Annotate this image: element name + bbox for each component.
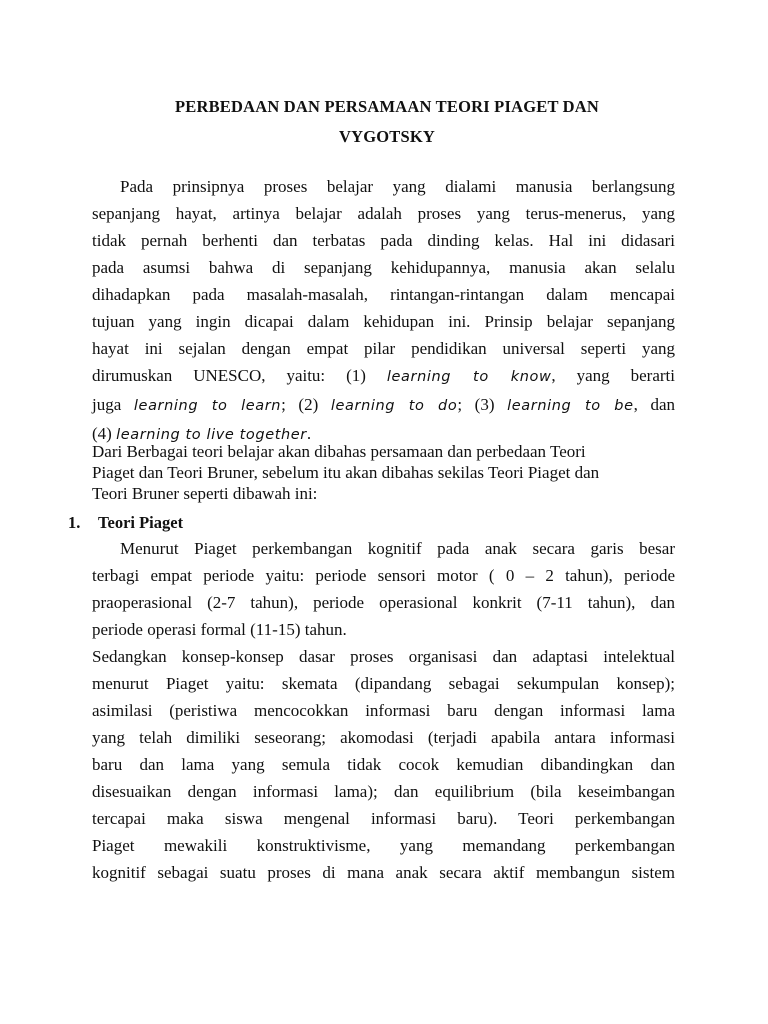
intro-line: Pada prinsipnya proses belajar yang dialami manusia berlangsung [120,177,675,196]
bridge-paragraph [92,441,675,504]
section-number: 1. [68,513,81,532]
section-heading [68,512,183,534]
intro-line [92,391,675,420]
intro-text: ; (3) [457,395,495,414]
bridge-line: Piaget dan Teori Bruner, sebelum itu akan dibahas sekilas Teori Piaget dan [92,463,600,482]
body-line: menurut Piaget yaitu: skemata (dipandang sebagai sekumpulan konsep); [92,674,675,693]
intro-line: hayat ini sejalan dengan empat pilar pendidikan universal seperti yang [92,339,675,358]
emphasis-learning-to-learn: learning to learn [133,398,282,414]
body-line: disesuaikan dengan informasi lama); dan equilibrium (bila keseimbangan [92,782,675,801]
intro-text: juga [92,395,122,414]
piaget-paragraph-1 [92,535,675,643]
intro-line: tujuan yang ingin dicapai dalam kehidupan ini. Prinsip belajar sepanjang [92,312,675,331]
intro-text: , yang berarti [551,366,675,385]
intro-text: dirumuskan UNESCO, yaitu: (1) [92,366,366,385]
emphasis-learning-to-do: learning to do [330,398,458,414]
intro-text: , dan [633,395,676,414]
intro-line: pada asumsi bahwa di sepanjang kehidupannya, manusia akan selalu [92,258,675,277]
intro-text: (4) [92,424,112,443]
intro-text: . [306,424,312,443]
intro-line: tidak pernah berhenti dan terbatas pada dinding kelas. Hal ini didasari [92,231,675,250]
body-line: yang telah dimiliki seseorang; akomodasi (terjadi apabila antara informasi [92,728,675,747]
body-line: Piaget mewakili konstruktivisme, yang memandang perkembangan [92,836,675,855]
bridge-line: Teori Bruner seperti dibawah ini: [92,484,318,503]
bridge-line: Dari Berbagai teori belajar akan dibahas persamaan dan perbedaan Teori [92,442,586,461]
intro-text: ; (2) [281,395,319,414]
body-line: terbagi empat periode yaitu: periode sensori motor ( 0 – 2 tahun), periode [92,566,675,585]
intro-paragraph [92,173,675,449]
intro-line [92,362,675,391]
body-line: Menurut Piaget perkembangan kognitif pada anak secara garis besar [120,539,675,558]
body-line: asimilasi (peristiwa mencocokkan informasi baru dengan informasi lama [92,701,675,720]
page-title [92,92,682,152]
body-line: praoperasional (2-7 tahun), periode operasional konkrit (7-11 tahun), dan [92,593,675,612]
piaget-paragraph-2 [92,643,675,886]
title-line-1: PERBEDAAN DAN PERSAMAAN TEORI PIAGET DAN [174,97,600,116]
body-line: periode operasi formal (11-15) tahun. [92,620,347,639]
body-line: baru dan lama yang semula tidak cocok kemudian dibandingkan dan [92,755,675,774]
emphasis-learning-to-live-together: learning to live together [116,427,307,443]
section-title: Teori Piaget [98,513,184,532]
emphasis-learning-to-be: learning to be [507,398,634,414]
body-line: tercapai maka siswa mengenal informasi baru). Teori perkembangan [92,809,675,828]
intro-line: sepanjang hayat, artinya belajar adalah proses yang terus-menerus, yang [92,204,675,223]
emphasis-learning-to-know: learning to know [386,369,552,385]
body-line: Sedangkan konsep-konsep dasar proses organisasi dan adaptasi intelektual [92,647,675,666]
body-line: kognitif sebagai suatu proses di mana anak secara aktif membangun sistem [92,863,675,882]
title-line-2: VYGOTSKY [338,127,436,146]
intro-line: dihadapkan pada masalah-masalah, rintangan-rintangan dalam mencapai [92,285,675,304]
